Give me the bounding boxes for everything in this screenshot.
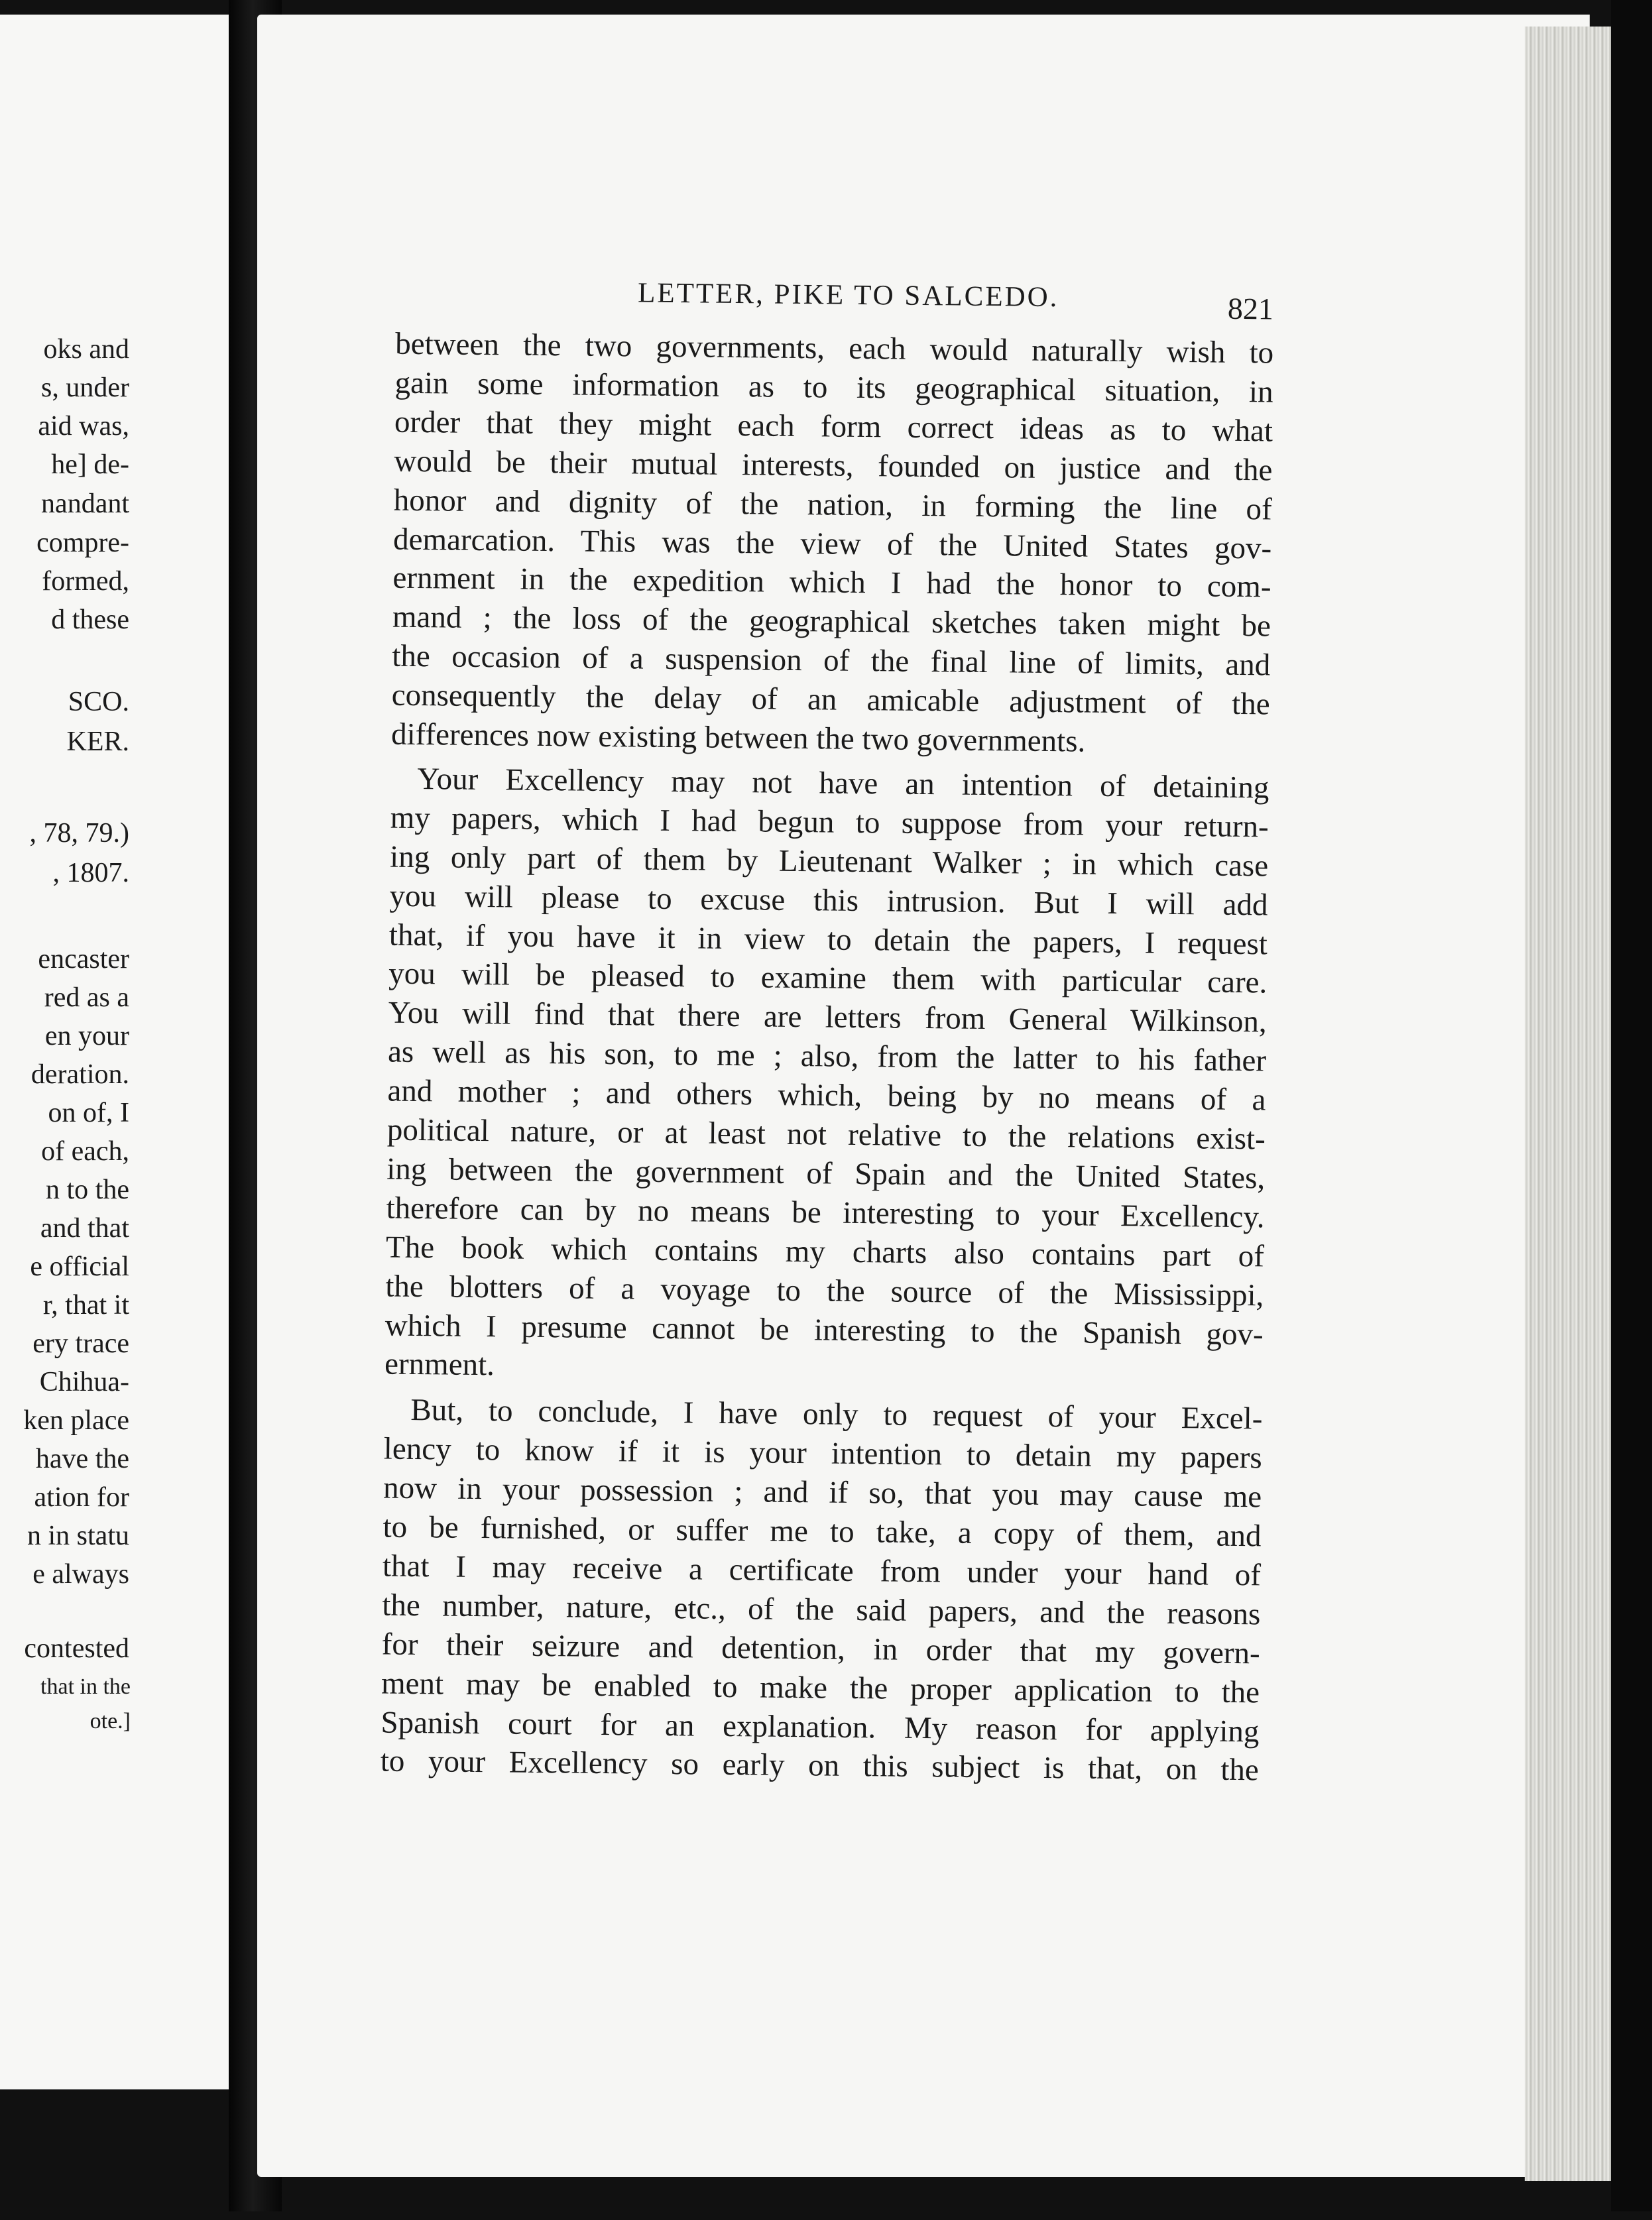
body-line: which I presume cannot be interesting to the Spanish gov- xyxy=(384,1308,1264,1352)
previous-page-line: r, that it xyxy=(42,1290,129,1320)
running-head: LETTER, PIKE TO SALCEDO. xyxy=(637,277,1059,314)
previous-page-line: KER. xyxy=(66,727,129,757)
body-line: gain some information as to its geographical situation, in xyxy=(394,365,1273,410)
body-line: lency to know if it is your intention to detain my papers xyxy=(383,1431,1263,1476)
previous-page-line: compre- xyxy=(36,528,129,558)
body-line: for their seizure and detention, in order that my govern- xyxy=(381,1627,1260,1671)
previous-page-line: ote.] xyxy=(89,1709,131,1733)
previous-page-line: aid was, xyxy=(38,411,129,441)
body-line: differences now existing between the two governments. xyxy=(390,717,1086,759)
body-line: that I may receive a certificate from under your hand of xyxy=(382,1548,1262,1593)
previous-page-line: ken place xyxy=(23,1405,129,1436)
previous-page-line: of each, xyxy=(41,1136,129,1167)
body-line: political nature, or at least not relative to the relations exist- xyxy=(386,1112,1266,1157)
body-line: The book which contains my charts also contains part of xyxy=(385,1230,1265,1274)
body-line: Your Excellency may not have an intention of detaining xyxy=(417,761,1269,805)
body-line: you will be pleased to examine them with particular care. xyxy=(388,956,1268,1000)
body-line: between the two governments, each would naturally wish to xyxy=(395,326,1274,371)
body-line: You will find that there are letters from General Wilkinson, xyxy=(388,995,1267,1039)
body-line: therefore can by no means be interesting to your Excellency. xyxy=(386,1191,1265,1235)
previous-page-line: red as a xyxy=(44,982,129,1013)
body-line: the number, nature, etc., of the said papers, and the reasons xyxy=(382,1588,1261,1632)
previous-page-line: encaster xyxy=(38,944,129,974)
body-line: But, to conclude, I have only to request of your Excel- xyxy=(410,1393,1263,1436)
body-line: ernment. xyxy=(384,1346,495,1383)
body-line: consequently the delay of an amicable adjustment of the xyxy=(391,677,1270,722)
previous-page-line: s, under xyxy=(41,373,129,403)
previous-page-line: en your xyxy=(44,1021,129,1051)
previous-page-line: nandant xyxy=(41,489,129,519)
previous-page-line: Chihua- xyxy=(39,1367,129,1397)
body-line: you will please to excuse this intrusion. But I will add xyxy=(389,878,1268,923)
body-line: and mother ; and others which, being by no means of a xyxy=(387,1073,1266,1118)
page-number: 821 xyxy=(1227,291,1274,326)
body-line: order that they might each form correct ideas as to what xyxy=(394,404,1273,449)
body-line: the occasion of a suspension of the final line of limits, and xyxy=(392,638,1271,683)
previous-page-line: contested xyxy=(24,1633,129,1664)
previous-page-line: , 1807. xyxy=(52,858,129,888)
previous-page-line: e always xyxy=(32,1559,129,1590)
body-line: ernment in the expedition which I had the honor to com- xyxy=(392,560,1271,605)
body-line: ment may be enabled to make the proper application to the xyxy=(381,1666,1260,1710)
body-line: ing between the government of Spain and the United States, xyxy=(386,1151,1266,1196)
previous-page-line: oks and xyxy=(43,334,129,365)
body-line: Spanish court for an explanation. My reason for applying xyxy=(381,1705,1260,1749)
previous-page-line: deration. xyxy=(30,1059,129,1090)
previous-page-line: have the xyxy=(35,1444,129,1474)
body-line: the blotters of a voyage to the source of the Mississippi, xyxy=(385,1269,1264,1313)
previous-page-line: n in statu xyxy=(27,1521,129,1551)
previous-page-line: d these xyxy=(51,605,129,635)
body-line: mand ; the loss of the geographical sketches taken might be xyxy=(392,599,1271,644)
previous-page-line: he] de- xyxy=(51,449,129,480)
previous-page-line: n to the xyxy=(46,1175,129,1205)
previous-page-line: , 78, 79.) xyxy=(29,818,129,848)
previous-page-line: SCO. xyxy=(68,687,129,717)
body-line: demarcation. This was the view of the United States gov- xyxy=(392,522,1272,565)
previous-page-line: formed, xyxy=(42,566,129,597)
body-line: now in your possession ; and if so, that you may cause me xyxy=(383,1470,1262,1515)
body-line: my papers, which I had begun to suppose from your return- xyxy=(390,800,1269,845)
body-line: that, if you have it in view to detain the papers, I request xyxy=(388,917,1268,961)
body-line: to be furnished, or suffer me to take, a copy of them, and xyxy=(383,1509,1262,1554)
previous-page-line: ery trace xyxy=(32,1328,129,1359)
body-line: ing only part of them by Lieutenant Walker ; in which case xyxy=(389,839,1269,884)
previous-page-line: and that xyxy=(40,1213,129,1244)
body-line: honor and dignity of the nation, in forming the line of xyxy=(393,483,1273,527)
body-line: as well as his son, to me ; also, from the latter to his father xyxy=(387,1034,1267,1079)
previous-page-line: on of, I xyxy=(48,1098,129,1128)
previous-page-line: ation for xyxy=(34,1482,129,1513)
body-line: to your Excellency so early on this subject is that, on the xyxy=(380,1743,1260,1788)
previous-page-line: e official xyxy=(30,1252,129,1282)
body-line: would be their mutual interests, founded on justice and the xyxy=(394,443,1273,488)
previous-page-line: that in the xyxy=(40,1674,131,1699)
